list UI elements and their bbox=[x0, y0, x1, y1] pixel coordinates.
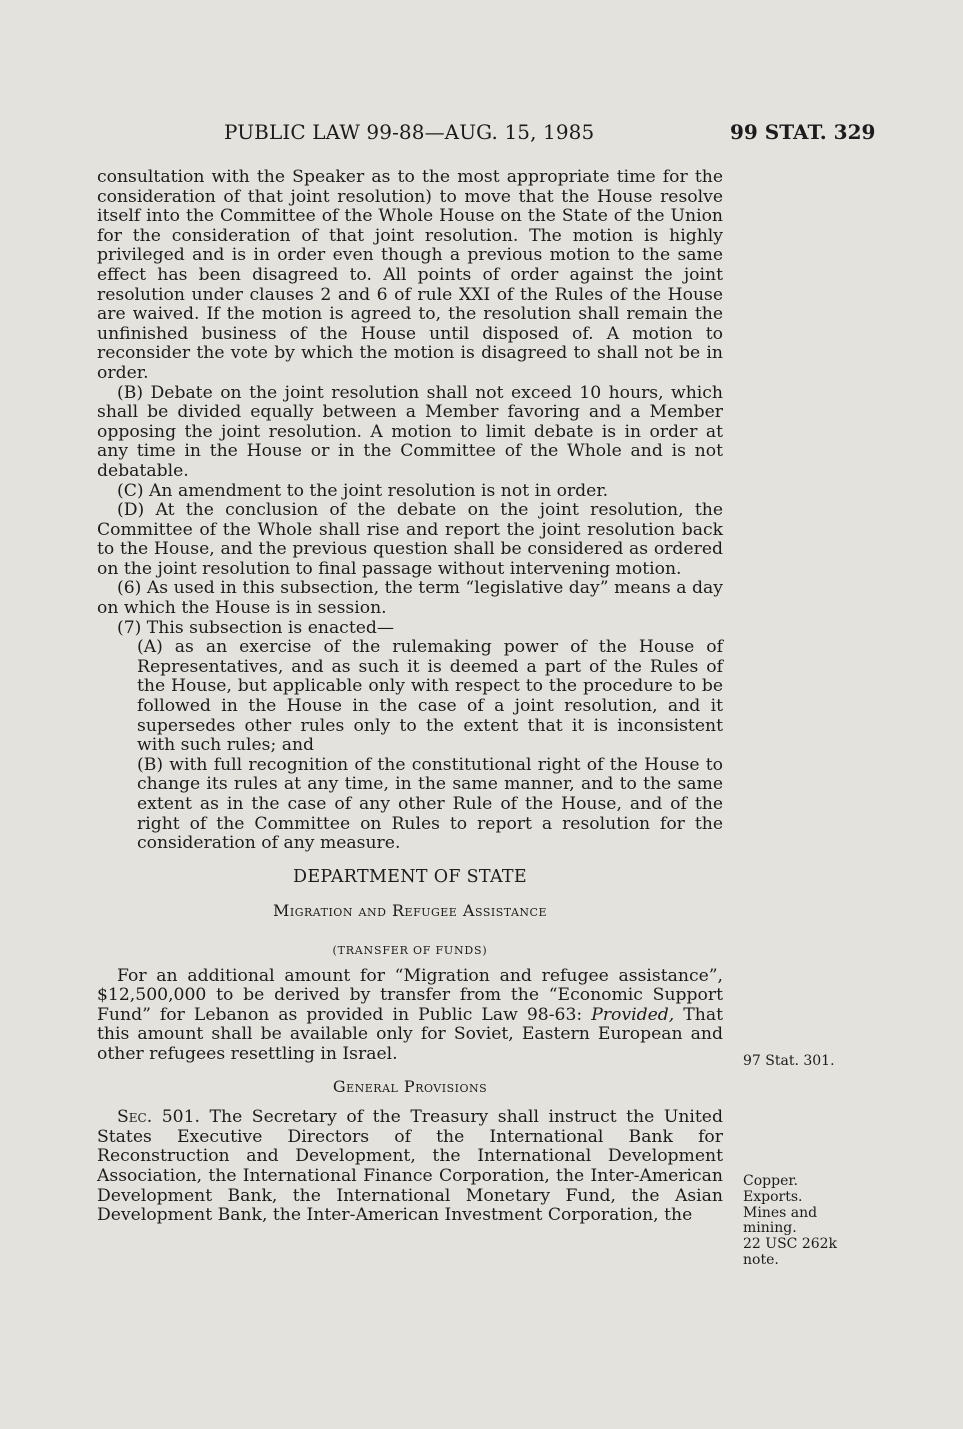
margin-note-text: 97 Stat. 301. bbox=[743, 1053, 835, 1069]
heading-migration-refugee: Migration and Refugee Assistance bbox=[272, 901, 547, 921]
margin-note-topics bbox=[743, 1174, 863, 1269]
section-label: Sec. 501. bbox=[117, 1107, 200, 1128]
funds-text-post: That this amount shall be available only for Soviet, Eastern European and other refugees resettling in Israel. bbox=[97, 1004, 723, 1064]
page-number: 99 STAT. 329 bbox=[730, 120, 876, 144]
section-text: The Secretary of the Treasury shall instruct the United States Executive Directors of the International Bank for Reconstruction and Development, the International Development Association, the International Finance Corporation, the Inter-American Development Bank, the International Monetary Fund, the Asian Development Bank, the Inter-American Investment Corporation, the bbox=[97, 1107, 723, 1226]
paragraph-c: (C) An amendment to the joint resolution is not in order. bbox=[117, 480, 609, 501]
funds-text-pre: For an additional amount for “Migration and refugee assistance”, $12,500,000 to be derived by transfer from the “Economic Support Fund” for Lebanon as provided in Public Law 98-63: bbox=[97, 965, 723, 1025]
paragraph-7b: (B) with full recognition of the constitutional right of the House to change its rules at any time, in the same manner, and to the same extent as in the case of any other Rule of the House, and of the right of the Committee on Rules to report a resolution for the consideration of any measure. bbox=[137, 754, 723, 854]
margin-note-line: note. bbox=[743, 1251, 779, 1268]
provided-italic: Provided, bbox=[591, 1004, 675, 1025]
margin-note-line: mining. bbox=[743, 1220, 797, 1237]
paragraph-d: (D) At the conclusion of the debate on the joint resolution, the Committee of the Whole shall rise and report the joint resolution back to the House, and the previous question shall be considered as ordered on the joint resolution to final passage without intervening motion. bbox=[97, 500, 723, 579]
document-body bbox=[97, 168, 723, 1226]
margin-note-line: Exports. bbox=[743, 1188, 803, 1205]
heading-transfer-of-funds: (TRANSFER OF FUNDS) bbox=[332, 943, 488, 957]
paragraph-b: (B) Debate on the joint resolution shall not exceed 10 hours, which shall be divided equally between a Member favoring and a Member opposing the joint resolution. A motion to limit debate is in order at any time in the House or in the Committee of the Whole and is not debatable. bbox=[97, 382, 723, 481]
paragraph-7: (7) This subsection is enacted— bbox=[117, 617, 395, 638]
section-501 bbox=[97, 1108, 723, 1226]
margin-note-stat-citation bbox=[743, 1054, 863, 1070]
paragraph-6: (6) As used in this subsection, the term “legislative day” means a day on which the House is in session. bbox=[97, 578, 723, 619]
page-header bbox=[0, 120, 963, 150]
heading-general-provisions: General Provisions bbox=[332, 1076, 488, 1096]
paragraph-7a: (A) as an exercise of the rulemaking power of the House of Representatives, and as such it is deemed a part of the Rules of the House, but applicable only with respect to the procedure to be followed in the House in the case of a joint resolution, and it supersedes other rules only to the extent that it is inconsistent with such rules; and bbox=[137, 637, 723, 756]
heading-department-of-state: DEPARTMENT OF STATE bbox=[293, 866, 527, 887]
margin-note-line: Mines and bbox=[743, 1204, 818, 1221]
paragraph-continuation: consultation with the Speaker as to the most appropriate time for the consideration of that joint resolution) to move that the House resolve itself into the Committee of the Whole House on the State of the Union for the consideration of that joint resolution. The motion is highly privileged and is in order even though a previous motion to the same effect has been disagreed to. All points of order against the joint resolution under clauses 2 and 6 of rule XXI of the Rules of the House are waived. If the motion is agreed to, the resolution shall remain the unfinished business of the House until disposed of. A motion to reconsider the vote by which the motion is disagreed to shall not be in order. bbox=[97, 167, 723, 383]
paragraph-funds bbox=[97, 967, 723, 1065]
margin-note-line: Copper. bbox=[743, 1173, 798, 1189]
margin-note-line: 22 USC 262k bbox=[743, 1236, 838, 1253]
running-head: PUBLIC LAW 99-88—AUG. 15, 1985 bbox=[224, 120, 595, 144]
